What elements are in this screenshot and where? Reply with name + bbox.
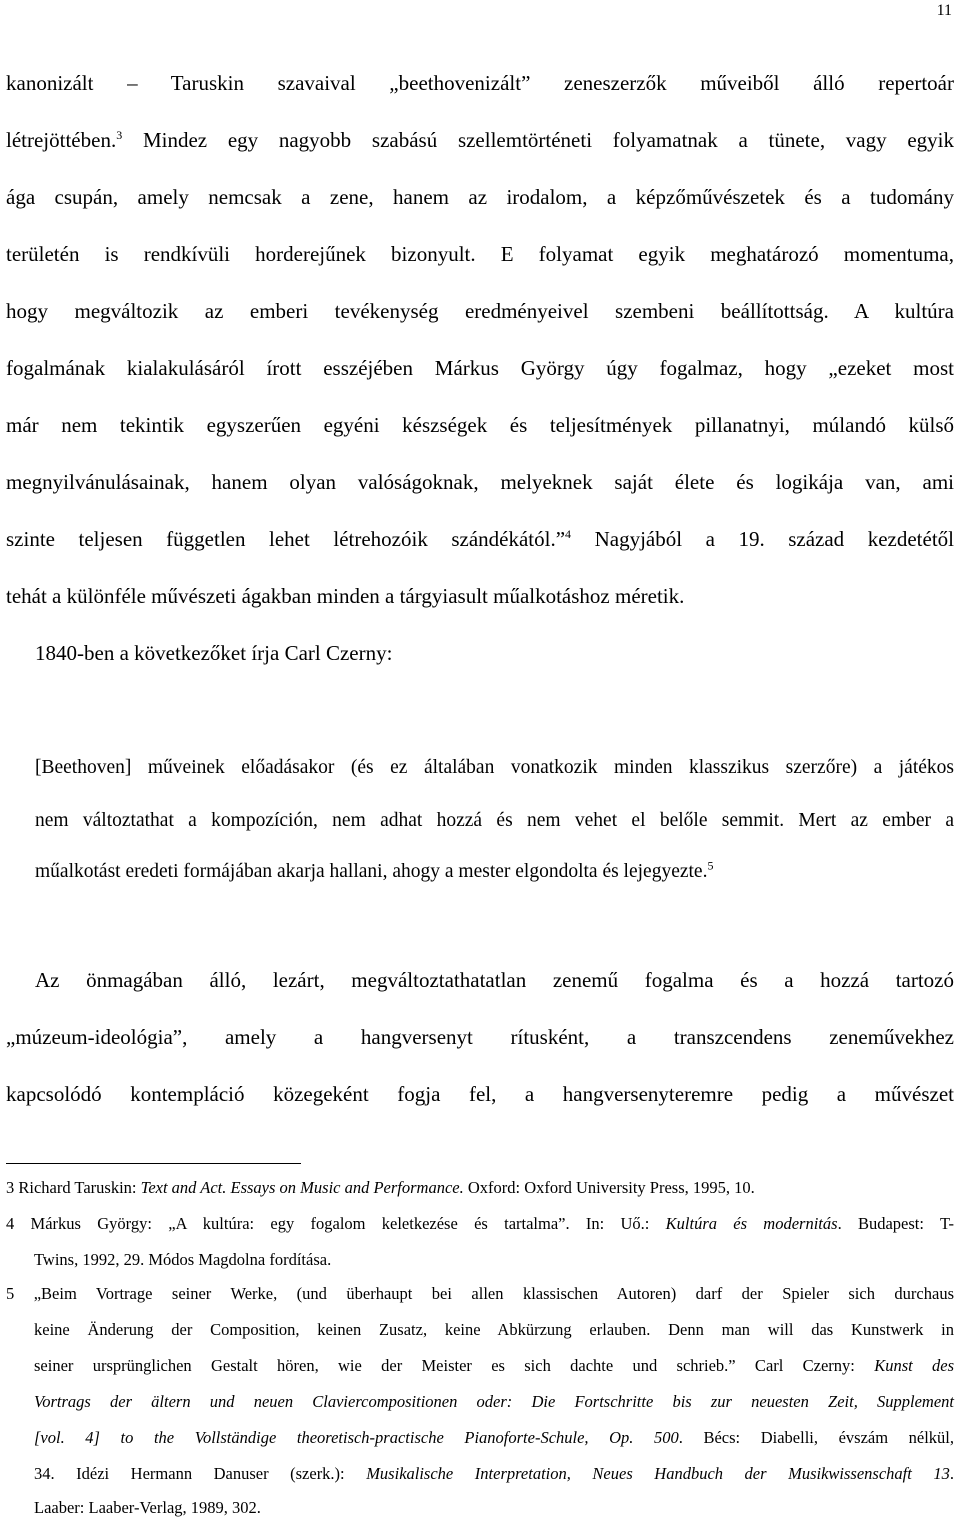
footnote-4-cont: Twins, 1992, 29. Módos Magdolna fordítása. <box>34 1250 332 1269</box>
footnote-5-cont: Laaber: Laaber-Verlag, 1989, 302. <box>34 1498 261 1517</box>
footnote-ref-5[interactable]: 5 <box>707 858 714 873</box>
body-line: fogalmának kialakulásáról írott esszéjében Márkus György úgy fogalmaz, hogy „ezeket most <box>6 356 954 380</box>
page-number: 11 <box>936 2 952 19</box>
footnote-5-cont: seiner ursprünglichen Gestalt hören, wie der Meister es sich dachte und schrieb.” Carl Czerny: Kunst des <box>34 1356 954 1375</box>
quote-intro: 1840-ben a következőket írja Carl Czerny: <box>35 641 393 665</box>
body-line: Az önmagában álló, lezárt, megváltoztathatatlan zenemű fogalma és a hozzá tartozó <box>35 968 954 992</box>
footnote-ref-4[interactable]: 4 <box>565 527 572 541</box>
footnote-separator <box>6 1163 301 1164</box>
footnote-ref-3[interactable]: 3 <box>116 128 123 142</box>
quote-line: nem változtathat a kompozíción, nem adhat hozzá és nem vehet el belőle semmit. Mert az ember a <box>35 810 954 831</box>
footnote-4: 4 Márkus György: „A kultúra: egy fogalom keletkezése és tartalma”. In: Uő.: Kultúra és modernitás. Budapest: T- <box>6 1214 954 1233</box>
footnote-5-cont: keine Änderung der Composition, keinen Zusatz, keine Abkürzung erlauben. Denn man will das Kunstwerk in <box>34 1320 954 1339</box>
body-line: hogy megváltozik az emberi tevékenység eredményeivel szembeni beállítottság. A kultúra <box>6 299 954 323</box>
quote-line: műalkotást eredeti formájában akarja hallani, ahogy a mester elgondolta és lejegyezte.$^5$ <box>35 858 714 882</box>
body-line: „múzeum-ideológia”, amely a hangversenyt rítusként, a transzcendens zeneművekhez <box>6 1025 954 1049</box>
body-line: területén is rendkívüli horderejűnek bizonyult. E folyamat egyik meghatározó momentuma, <box>6 242 954 266</box>
body-line: tehát a különféle művészeti ágakban minden a tárgyiasult műalkotáshoz méretik. <box>6 584 685 608</box>
body-line: létrejöttében.$^3$ Mindez egy nagyobb szabású szellemtörténeti folyamatnak a tünete, vagy egyik <box>6 128 955 152</box>
body-line: kanonizált – Taruskin szavaival „beethovenizált” zeneszerzők műveiből álló repertoár <box>6 71 954 95</box>
body-line: kapcsolódó kontempláció közegeként fogja fel, a hangversenyteremre pedig a művészet <box>6 1082 954 1106</box>
quote-line: [Beethoven] műveinek előadásakor (és ez általában vonatkozik minden klasszikus szerzőre) a játékos <box>35 757 954 778</box>
footnote-5-cont: Vortrags der ältern und neuen Claviercompositionen oder: Die Fortschritte bis zur neuesten Zeit, Supplement <box>34 1392 954 1411</box>
footnote-5: 5 „Beim Vortrage seiner Werke, (und überhaupt bei allen klassischen Autoren) darf der Spieler sich durchaus <box>6 1284 954 1303</box>
body-line: ága csupán, amely nemcsak a zene, hanem az irodalom, a képzőművészetek és a tudomány <box>6 185 954 209</box>
footnote-3: 3 Richard Taruskin: Text and Act. Essays on Music and Performance. Oxford: Oxford University Press, 1995, 10. <box>6 1178 755 1197</box>
body-line: már nem tekintik egyszerűen egyéni készségek és teljesítmények pillanatnyi, múlandó külső <box>6 413 954 437</box>
footnote-5-cont: 34. Idézi Hermann Danuser (szerk.): Musikalische Interpretation, Neues Handbuch der Musikwissenschaft 13. <box>34 1464 954 1483</box>
footnote-5-cont: [vol. 4] to the Vollständige theoretisch-practische Pianoforte-Schule, Op. 500. Bécs: Diabelli, évszám nélkül, <box>34 1428 954 1447</box>
body-line: szinte teljesen független lehet létrehozóik szándékától.”$^4$ Nagyjából a 19. század kezdetétől <box>6 527 954 551</box>
body-line: megnyilvánulásainak, hanem olyan valóságoknak, melyeknek saját élete és logikája van, ami <box>6 470 954 494</box>
